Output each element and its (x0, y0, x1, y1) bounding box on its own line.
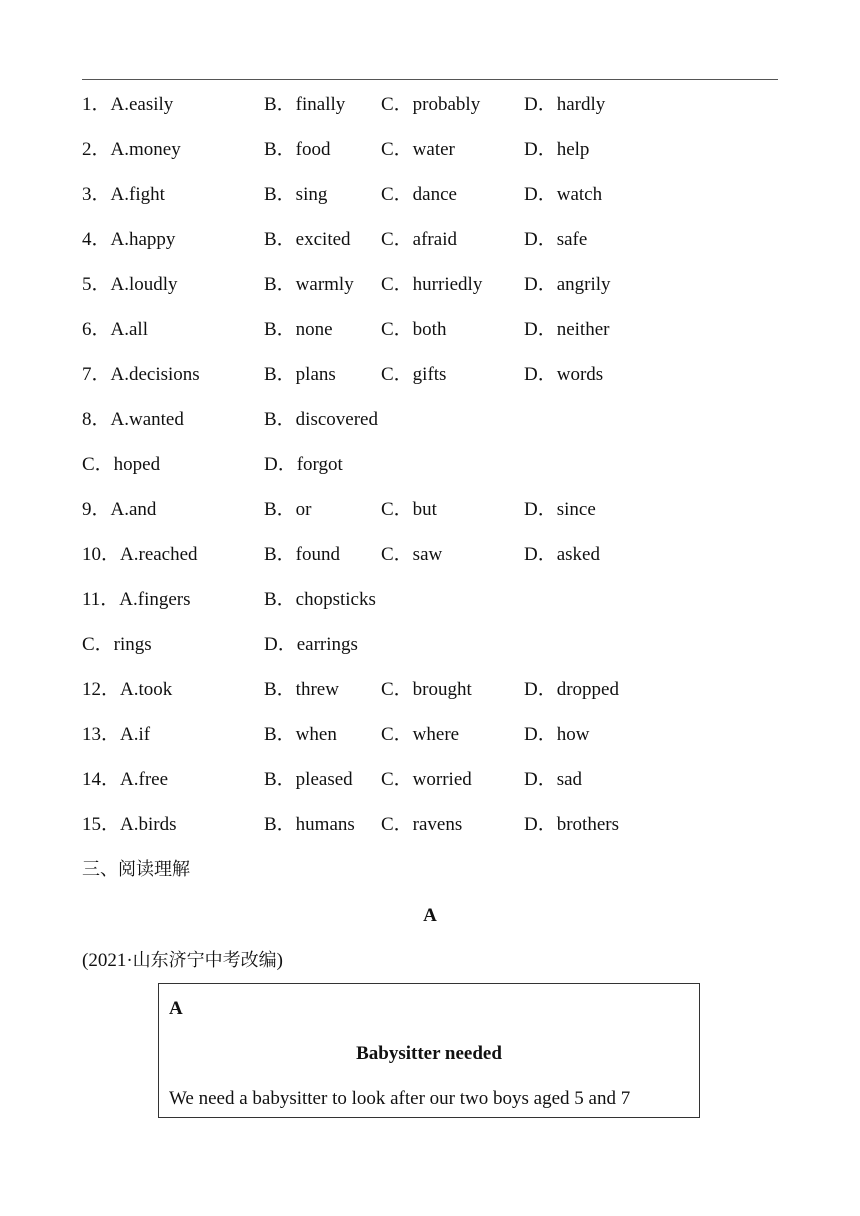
option-a: 1．A.easily (82, 94, 174, 115)
option-c: C．water (381, 139, 455, 160)
option-b: B．excited (264, 229, 351, 250)
option-c: C．gifts (381, 364, 447, 385)
option-d: D．angrily (524, 274, 611, 295)
option-d: D．brothers (524, 814, 619, 835)
option-d: D．safe (524, 229, 588, 250)
question-11-continued (0, 632, 860, 658)
option-d: D．watch (524, 184, 603, 205)
option-d: D．neither (524, 319, 610, 340)
option-b: B．humans (264, 814, 355, 835)
question-9 (0, 497, 860, 523)
option-d: D．sad (524, 769, 583, 790)
option-c: C．hurriedly (381, 274, 483, 295)
question-15 (0, 812, 860, 838)
passage-box-title: Babysitter needed (356, 1043, 502, 1064)
option-b: B．found (264, 544, 341, 565)
option-b: B．pleased (264, 769, 353, 790)
question-10 (0, 542, 860, 568)
option-c: C．worried (381, 769, 472, 790)
option-a: 14．A.free (82, 769, 169, 790)
question-13 (0, 722, 860, 748)
option-a: 3．A.fight (82, 184, 165, 205)
option-b: B．none (264, 319, 333, 340)
question-2 (0, 137, 860, 163)
question-7 (0, 362, 860, 388)
question-4 (0, 227, 860, 253)
option-d: D．hardly (524, 94, 606, 115)
question-1 (0, 92, 860, 118)
option-a: 5．A.loudly (82, 274, 178, 295)
source-place: 山东济宁中考改编 (132, 950, 277, 971)
source-line (82, 948, 283, 974)
source-end: ) (276, 950, 283, 971)
option-d: D．how (524, 724, 590, 745)
option-a: 8．A.wanted (82, 409, 184, 430)
section-title: 三、阅读理解 (82, 859, 190, 880)
passage-box-text: We need a babysitter to look after our two boys aged 5 and 7 (169, 1088, 631, 1109)
option-c: C．both (381, 319, 447, 340)
option-d: D．forgot (264, 454, 343, 475)
header-rule (82, 79, 778, 80)
option-a: 12．A.took (82, 679, 173, 700)
passage-box (158, 983, 700, 1118)
option-c: C．but (381, 499, 437, 520)
source-year: (2021· (82, 950, 133, 971)
option-a: 11．A.fingers (82, 589, 191, 610)
option-b: B．or (264, 499, 312, 520)
option-d: D．dropped (524, 679, 619, 700)
option-b: B．chopsticks (264, 589, 376, 610)
option-c: C．ravens (381, 814, 463, 835)
option-d: D．words (524, 364, 604, 385)
passage-box-label: A (169, 998, 183, 1019)
option-c: C．probably (381, 94, 481, 115)
option-d: D．earrings (264, 634, 358, 655)
option-b: B．threw (264, 679, 339, 700)
question-6 (0, 317, 860, 343)
option-d: D．since (524, 499, 596, 520)
option-b: B．sing (264, 184, 328, 205)
option-c: C．hoped (82, 454, 161, 475)
option-d: D．help (524, 139, 590, 160)
option-c: C．brought (381, 679, 472, 700)
option-b: B．finally (264, 94, 346, 115)
option-a: 15．A.birds (82, 814, 177, 835)
question-3 (0, 182, 860, 208)
option-a: 2．A.money (82, 139, 181, 160)
option-c: C．saw (381, 544, 443, 565)
option-a: 9．A.and (82, 499, 157, 520)
option-b: B．when (264, 724, 337, 745)
question-14 (0, 767, 860, 793)
option-b: B．food (264, 139, 331, 160)
option-b: B．warmly (264, 274, 354, 295)
option-c: C．dance (381, 184, 457, 205)
question-12 (0, 677, 860, 703)
option-a: 7．A.decisions (82, 364, 200, 385)
option-c: C．rings (82, 634, 152, 655)
option-a: 10．A.reached (82, 544, 198, 565)
option-b: B．plans (264, 364, 336, 385)
option-c: C．where (381, 724, 460, 745)
option-c: C．afraid (381, 229, 457, 250)
question-11 (0, 587, 860, 613)
option-d: D．asked (524, 544, 600, 565)
option-a: 4．A.happy (82, 229, 176, 250)
passage-letter: A (423, 905, 437, 926)
option-a: 6．A.all (82, 319, 148, 340)
option-a: 13．A.if (82, 724, 151, 745)
question-8-continued (0, 452, 860, 478)
option-b: B．discovered (264, 409, 378, 430)
question-5 (0, 272, 860, 298)
question-8 (0, 407, 860, 433)
